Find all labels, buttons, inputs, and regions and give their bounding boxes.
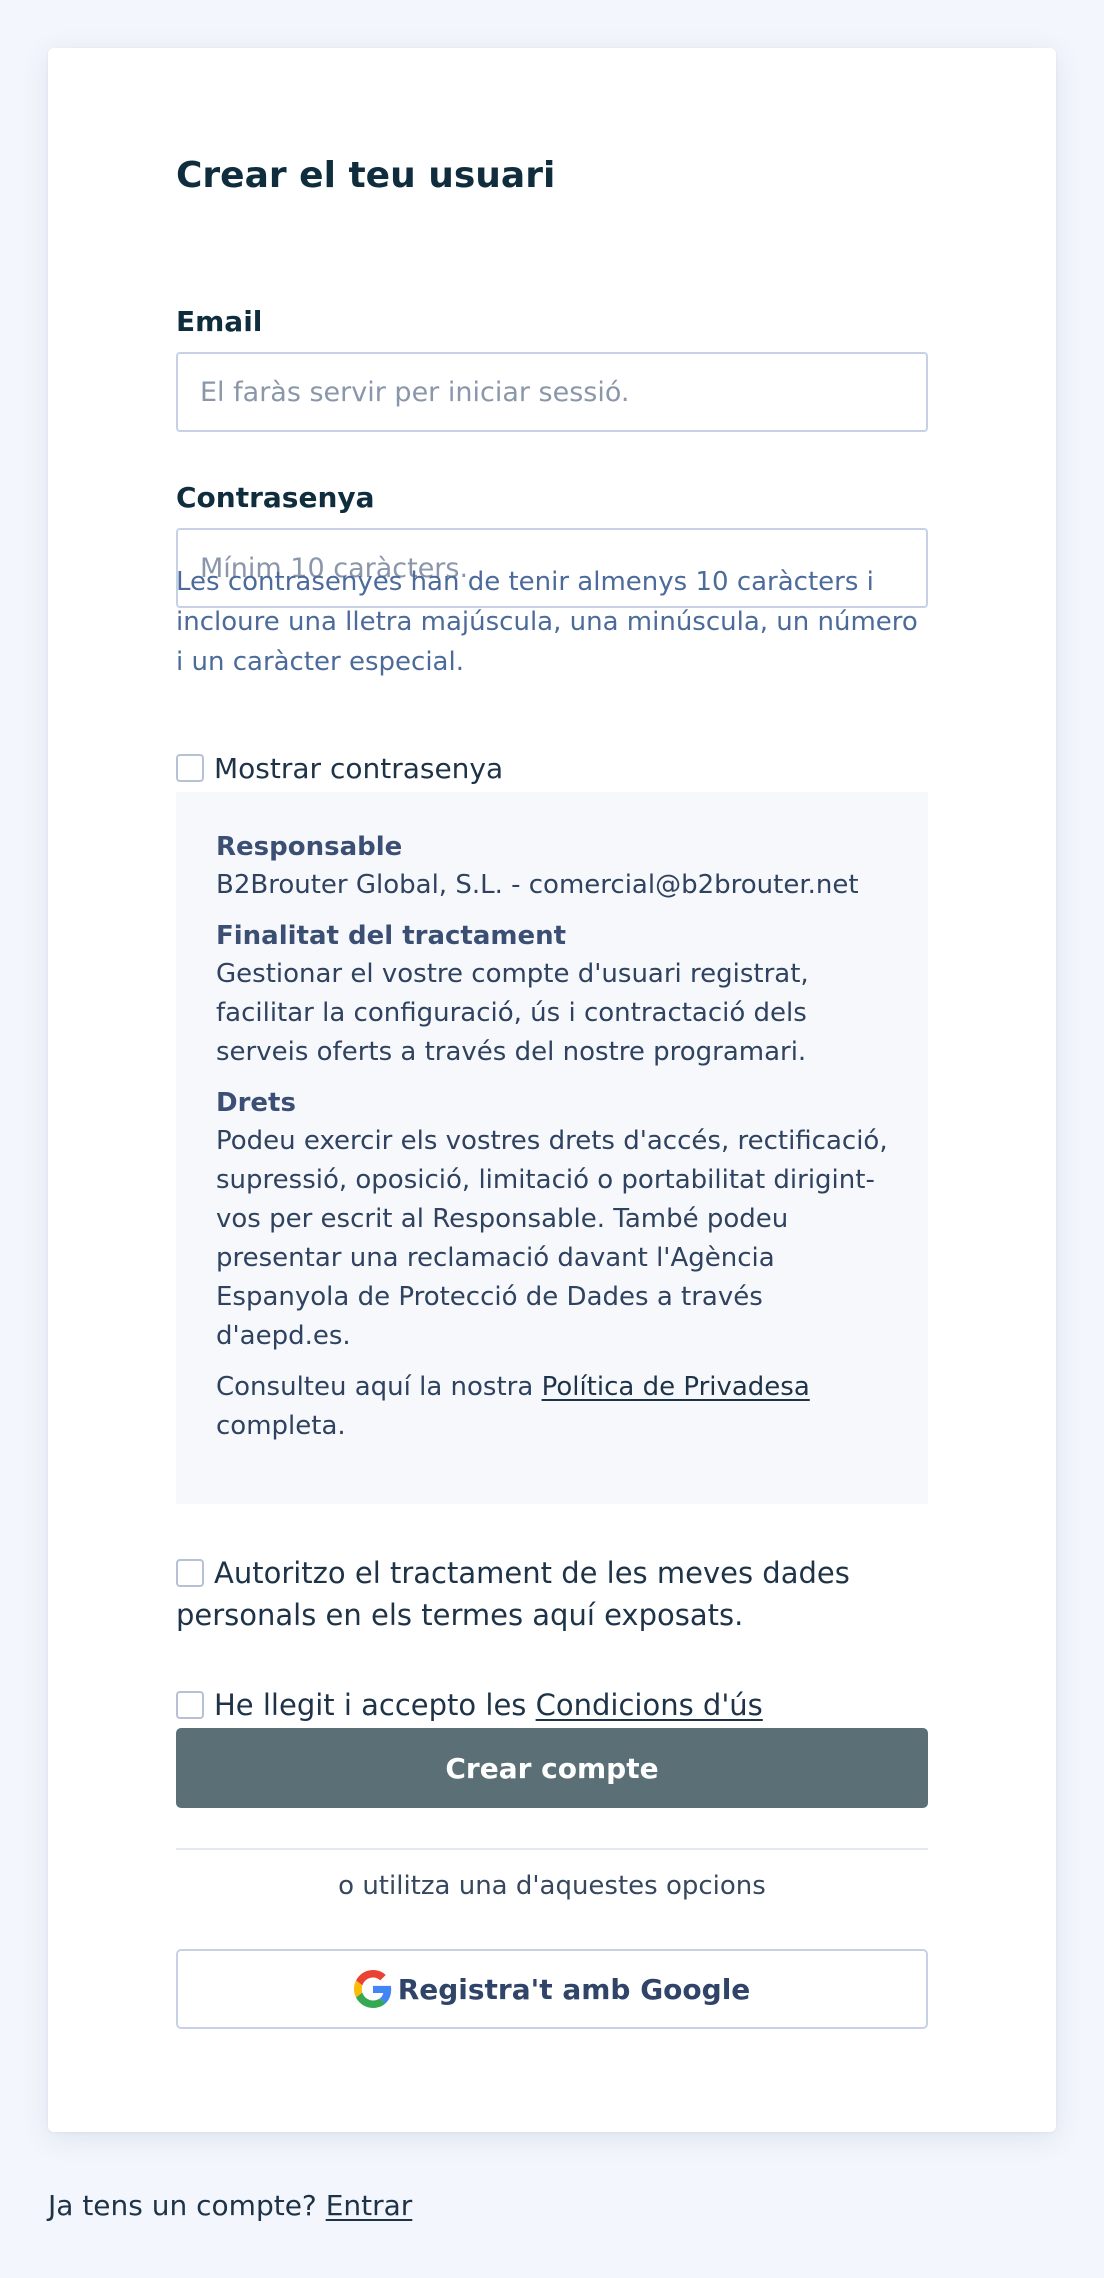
email-field[interactable]	[176, 352, 928, 432]
google-g-icon	[354, 1970, 392, 2008]
signup-card	[48, 48, 1056, 2132]
google-signup-label: Registra't amb Google	[397, 1972, 751, 2006]
page-title: Crear el teu usuari	[176, 155, 556, 196]
consent-checkbox[interactable]	[176, 1559, 204, 1587]
password-label: Contrasenya	[176, 481, 375, 514]
responsible-heading: Responsable	[216, 832, 403, 862]
consent-row	[176, 1552, 928, 1636]
create-account-button[interactable]: Crear compte	[176, 1728, 928, 1808]
divider	[176, 1848, 928, 1850]
alternative-options-text: o utilitza una d'aquestes opcions	[338, 1871, 766, 1901]
terms-of-use-link[interactable]: Condicions d'ús	[535, 1688, 763, 1722]
show-password-row	[176, 748, 928, 790]
email-label: Email	[176, 305, 263, 338]
terms-row	[176, 1684, 928, 1726]
login-prompt-text: Ja tens un compte?	[48, 2189, 326, 2222]
consult-suffix: completa.	[216, 1411, 346, 1441]
login-prompt	[48, 2186, 412, 2226]
password-hint: Les contrasenyes han de tenir almenys 10 caràcters i incloure una lletra majúscula, una minúscula, un número i un caràcter especial.	[176, 567, 918, 677]
purpose-heading: Finalitat del tractament	[216, 921, 567, 951]
login-link[interactable]: Entrar	[325, 2189, 413, 2222]
purpose-text: Gestionar el vostre compte d'usuari registrat, facilitar la configuració, ús i contractació dels serveis oferts a través del nostre programari.	[216, 959, 809, 1067]
privacy-policy-link[interactable]: Política de Privadesa	[541, 1372, 810, 1402]
consent-label[interactable]: Autoritzo el tractament de les meves dades personals en els termes aquí exposats.	[176, 1556, 850, 1632]
rights-text: Podeu exercir els vostres drets d'accés, rectificació, supressió, oposició, limitació o portabilitat dirigint-vos per escrit al Responsable. També podeu presentar una reclamació davant l'Agència Espanyola de Protecció de Dades a través d'aepd.es.	[216, 1126, 888, 1351]
privacy-info-content	[216, 828, 896, 1446]
privacy-consult-text	[216, 1368, 896, 1446]
show-password-checkbox[interactable]	[176, 754, 204, 782]
rights-heading: Drets	[216, 1088, 296, 1118]
consult-prefix: Consulteu aquí la nostra	[216, 1372, 542, 1402]
google-signup-button[interactable]	[176, 1949, 928, 2029]
responsible-text: B2Brouter Global, S.L. - comercial@b2brouter.net	[216, 870, 859, 900]
terms-checkbox[interactable]	[176, 1691, 204, 1719]
terms-prefix[interactable]: He llegit i accepto les	[214, 1688, 536, 1722]
privacy-info-box	[176, 792, 928, 1504]
show-password-label[interactable]: Mostrar contrasenya	[214, 752, 504, 785]
